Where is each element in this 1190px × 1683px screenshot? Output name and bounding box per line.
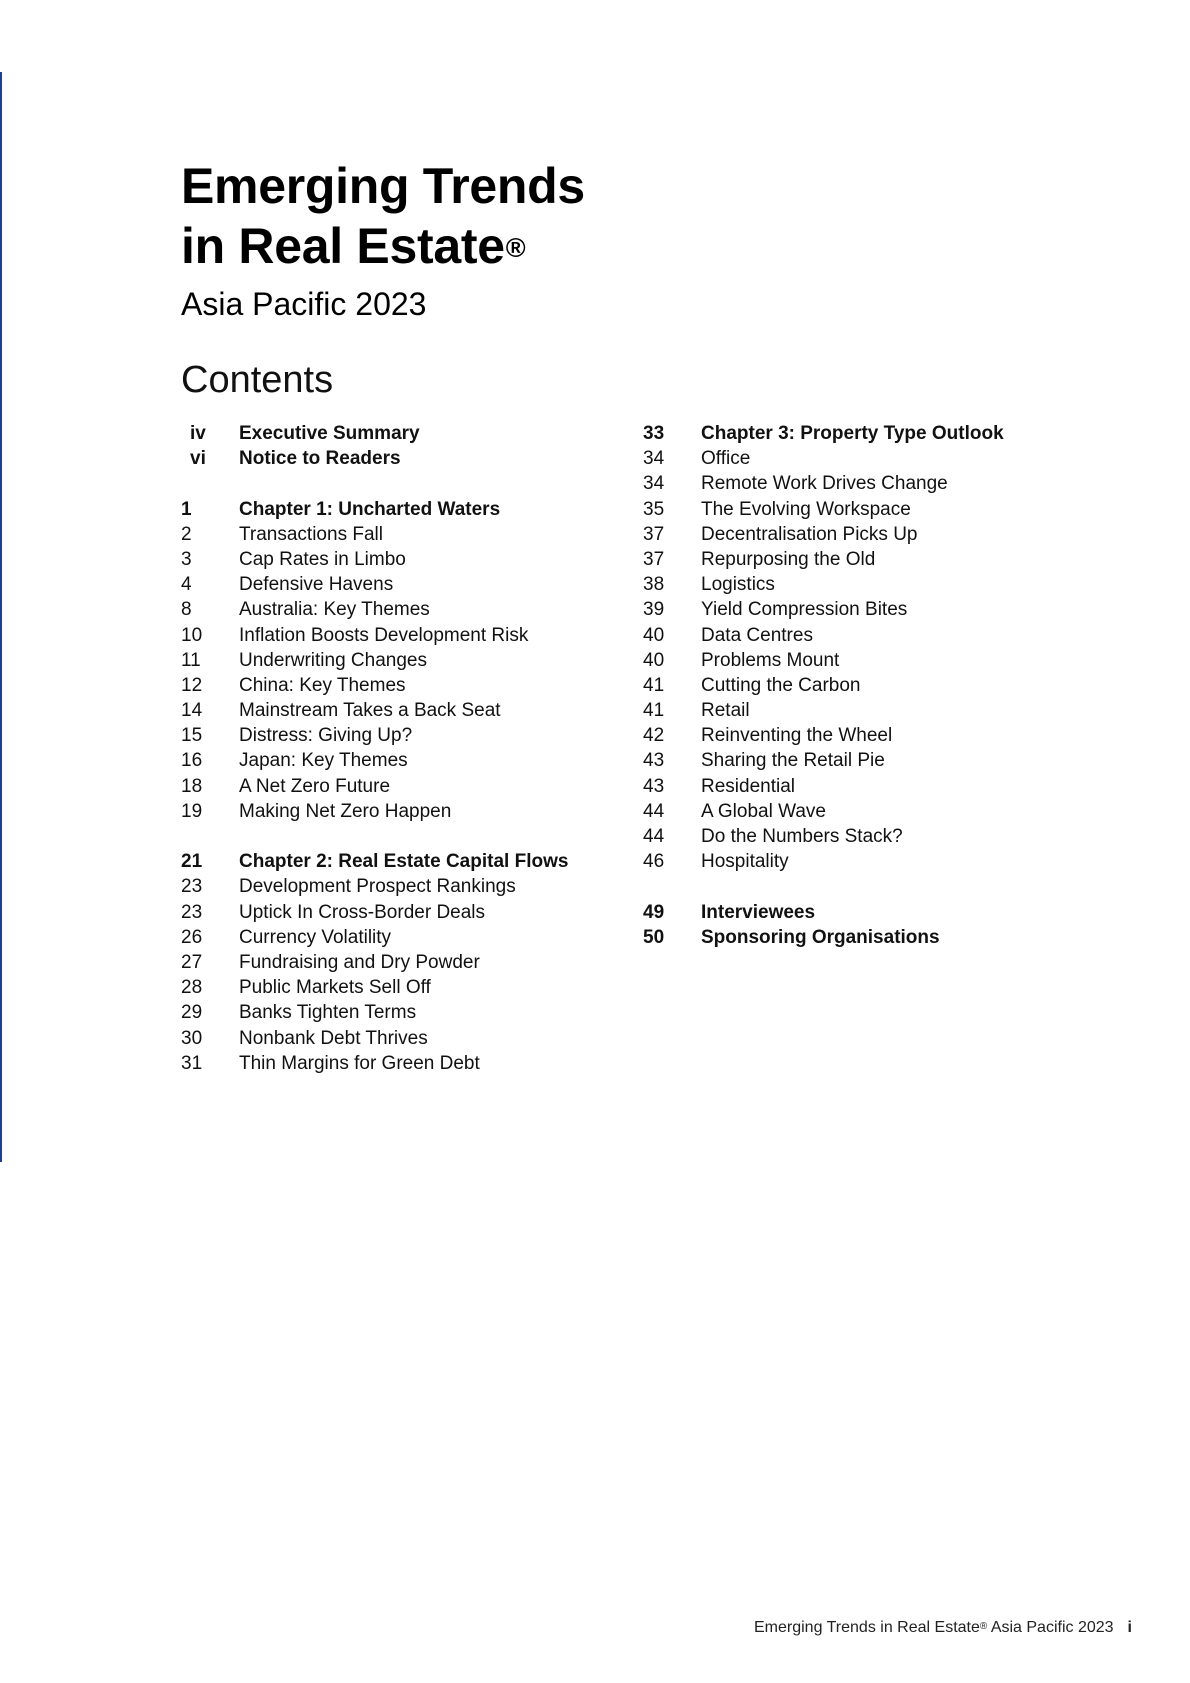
toc-chapter-entry[interactable] bbox=[643, 925, 1083, 950]
toc-page-number: 43 bbox=[643, 775, 665, 797]
toc-page-number: 41 bbox=[643, 700, 665, 722]
toc-entry-title: Making Net Zero Happen bbox=[239, 800, 452, 822]
title-block bbox=[181, 156, 585, 324]
contents-heading: Contents bbox=[181, 359, 334, 401]
toc-page-number: 18 bbox=[181, 775, 203, 797]
toc-page-number: 33 bbox=[643, 423, 665, 444]
toc-page-number: vi bbox=[190, 448, 206, 470]
toc-page-number: 44 bbox=[643, 826, 665, 847]
toc-entry[interactable] bbox=[181, 950, 621, 975]
toc-spacer bbox=[643, 874, 1083, 899]
toc-entry-title: A Global Wave bbox=[701, 800, 826, 822]
toc-page-number: 30 bbox=[181, 1027, 203, 1049]
toc-entry-title: Notice to Readers bbox=[239, 448, 401, 470]
toc-page-number: 8 bbox=[181, 599, 192, 621]
toc-entry-title: Sharing the Retail Pie bbox=[701, 750, 885, 772]
document-title-line-2-text: in Real Estate bbox=[181, 218, 505, 274]
toc-entry-title: Decentralisation Picks Up bbox=[701, 523, 918, 545]
toc-entry[interactable] bbox=[181, 748, 621, 773]
toc-entry-title: Problems Mount bbox=[701, 649, 840, 671]
toc-page-number: 37 bbox=[643, 523, 665, 545]
toc-page-number: 14 bbox=[181, 700, 203, 722]
toc-page-number: 3 bbox=[181, 548, 192, 570]
toc-page-number: 15 bbox=[181, 725, 203, 747]
toc-page-number: 2 bbox=[181, 523, 192, 545]
toc-entry[interactable] bbox=[181, 1026, 621, 1051]
toc-entry-title: Transactions Fall bbox=[239, 523, 383, 545]
toc-page-number: 26 bbox=[181, 926, 203, 948]
toc-entry[interactable] bbox=[181, 522, 621, 547]
toc-entry[interactable] bbox=[181, 975, 621, 1000]
toc-page-number: 4 bbox=[181, 574, 192, 596]
toc-page-number: 23 bbox=[181, 876, 203, 898]
toc-page-number: 31 bbox=[181, 1052, 203, 1074]
toc-page-number: 37 bbox=[643, 548, 665, 570]
toc-entry[interactable] bbox=[181, 648, 621, 673]
toc-entry-title: China: Key Themes bbox=[239, 674, 406, 696]
toc-page-number: 16 bbox=[181, 750, 203, 772]
toc-entry[interactable] bbox=[643, 698, 1083, 723]
toc-entry[interactable] bbox=[181, 698, 621, 723]
toc-chapter-entry[interactable] bbox=[181, 446, 621, 471]
toc-entry[interactable] bbox=[643, 497, 1083, 522]
toc-entry[interactable] bbox=[181, 874, 621, 899]
toc-page-number: 44 bbox=[643, 800, 665, 822]
toc-entry-title: Hospitality bbox=[701, 851, 789, 873]
toc-page-number: 46 bbox=[643, 851, 665, 873]
toc-page-number: 28 bbox=[181, 977, 203, 999]
footer-text-suffix: Asia Pacific 2023 bbox=[987, 1619, 1114, 1636]
toc-entry[interactable] bbox=[643, 648, 1083, 673]
toc-entry[interactable] bbox=[181, 623, 621, 648]
toc-chapter-entry[interactable] bbox=[181, 421, 621, 446]
toc-entry-title: Japan: Key Themes bbox=[239, 750, 408, 772]
toc-chapter-entry[interactable] bbox=[181, 497, 621, 522]
toc-entry-title: Repurposing the Old bbox=[701, 548, 876, 570]
toc-entry[interactable] bbox=[181, 597, 621, 622]
toc-entry-title: Development Prospect Rankings bbox=[239, 876, 516, 898]
toc-entry-title: Banks Tighten Terms bbox=[239, 1002, 417, 1024]
toc-entry-title: Underwriting Changes bbox=[239, 649, 427, 671]
toc-entry-title: Yield Compression Bites bbox=[701, 599, 908, 621]
toc-chapter-entry[interactable] bbox=[181, 849, 621, 874]
toc-entry-title: Chapter 2: Real Estate Capital Flows bbox=[239, 851, 569, 873]
toc-entry-title: Defensive Havens bbox=[239, 574, 394, 596]
toc-entry[interactable] bbox=[181, 572, 621, 597]
page-edge-rule bbox=[0, 72, 2, 1162]
toc-entry-title: Reinventing the Wheel bbox=[701, 725, 893, 747]
toc-page-number: 42 bbox=[643, 725, 665, 747]
toc-page-number: 10 bbox=[181, 624, 203, 646]
toc-page-number: 34 bbox=[643, 448, 665, 470]
toc-page-number: 35 bbox=[643, 498, 665, 520]
toc-right-column bbox=[643, 421, 1083, 950]
document-subtitle: Asia Pacific 2023 bbox=[181, 286, 427, 322]
toc-entry-title: Residential bbox=[701, 775, 795, 797]
toc-page-number: 29 bbox=[181, 1002, 203, 1024]
toc-entry-title: Do the Numbers Stack? bbox=[701, 826, 903, 847]
toc-entry-title: Mainstream Takes a Back Seat bbox=[239, 700, 501, 722]
toc-entry[interactable] bbox=[643, 824, 1083, 849]
toc-page-number: 43 bbox=[643, 750, 665, 772]
toc-page-number: 11 bbox=[181, 649, 201, 671]
toc-entry-title: The Evolving Workspace bbox=[701, 498, 911, 520]
toc-page-number: 40 bbox=[643, 624, 665, 646]
toc-entry[interactable] bbox=[643, 522, 1083, 547]
toc-entry[interactable] bbox=[181, 723, 621, 748]
page-number: i bbox=[1127, 1619, 1132, 1636]
toc-entry[interactable] bbox=[643, 572, 1083, 597]
toc-entry[interactable] bbox=[181, 1051, 621, 1076]
toc-page-number: iv bbox=[190, 423, 206, 444]
toc-chapter-entry[interactable] bbox=[643, 421, 1083, 446]
registered-mark: ® bbox=[505, 233, 526, 263]
toc-entry-title: Interviewees bbox=[701, 901, 816, 923]
toc-page-number: 40 bbox=[643, 649, 665, 671]
toc-entry-title: Currency Volatility bbox=[239, 926, 392, 948]
toc-entry-title: Retail bbox=[701, 700, 750, 722]
toc-entry-title: Distress: Giving Up? bbox=[239, 725, 413, 747]
toc-page-number: 41 bbox=[643, 674, 665, 696]
toc-entry-title: Public Markets Sell Off bbox=[239, 977, 431, 999]
toc-entry[interactable] bbox=[181, 900, 621, 925]
toc-spacer bbox=[181, 471, 621, 496]
toc-entry-title: Chapter 1: Uncharted Waters bbox=[239, 498, 501, 520]
toc-entry[interactable] bbox=[181, 799, 621, 824]
toc-page-number: 12 bbox=[181, 674, 203, 696]
toc-page-number: 27 bbox=[181, 951, 203, 973]
document-title-line-2 bbox=[181, 216, 585, 276]
toc-entry[interactable] bbox=[643, 446, 1083, 471]
toc-entry[interactable] bbox=[643, 673, 1083, 698]
toc-entry-title: A Net Zero Future bbox=[239, 775, 391, 797]
toc-page-number: 50 bbox=[643, 926, 665, 948]
toc-entry[interactable] bbox=[643, 849, 1083, 874]
toc-entry[interactable] bbox=[643, 623, 1083, 648]
toc-entry-title: Inflation Boosts Development Risk bbox=[239, 624, 529, 646]
toc-entry[interactable] bbox=[643, 799, 1083, 824]
toc-entry[interactable] bbox=[181, 774, 621, 799]
toc-page-number: 19 bbox=[181, 800, 203, 822]
toc-entry-title: Cutting the Carbon bbox=[701, 674, 861, 696]
toc-entry[interactable] bbox=[181, 1000, 621, 1025]
toc-chapter-entry[interactable] bbox=[643, 900, 1083, 925]
document-title-line-1: Emerging Trends bbox=[181, 158, 585, 214]
toc-entry[interactable] bbox=[643, 774, 1083, 799]
toc-entry[interactable] bbox=[643, 748, 1083, 773]
toc-entry-title: Uptick In Cross-Border Deals bbox=[239, 901, 486, 923]
toc-entry-title: Cap Rates in Limbo bbox=[239, 548, 406, 570]
footer-text: Emerging Trends in Real Estate bbox=[753, 1619, 980, 1636]
toc-page-number: 21 bbox=[181, 851, 203, 873]
toc-entry[interactable] bbox=[181, 547, 621, 572]
toc-left-column bbox=[181, 421, 621, 1076]
toc-entry-title: Logistics bbox=[701, 574, 775, 596]
toc-entry[interactable] bbox=[643, 597, 1083, 622]
toc-entry[interactable] bbox=[181, 925, 621, 950]
toc-entry[interactable] bbox=[643, 547, 1083, 572]
toc-entry-title: Executive Summary bbox=[239, 423, 420, 444]
toc-entry-title: Data Centres bbox=[701, 624, 813, 646]
toc-page-number: 34 bbox=[643, 473, 665, 495]
toc-entry-title: Chapter 3: Property Type Outlook bbox=[701, 423, 1004, 444]
toc-entry-title: Nonbank Debt Thrives bbox=[239, 1027, 428, 1049]
page-footer bbox=[754, 1618, 1132, 1638]
toc-page-number: 39 bbox=[643, 599, 665, 621]
toc-entry-title: Office bbox=[701, 448, 751, 470]
toc-page-number: 23 bbox=[181, 901, 203, 923]
toc-entry[interactable] bbox=[643, 723, 1083, 748]
toc-entry-title: Remote Work Drives Change bbox=[701, 473, 948, 495]
footer-registered-mark: ® bbox=[979, 1621, 988, 1632]
toc-entry-title: Thin Margins for Green Debt bbox=[239, 1052, 480, 1074]
toc-page-number: 38 bbox=[643, 574, 665, 596]
toc-entry[interactable] bbox=[643, 471, 1083, 496]
toc-page-number: 1 bbox=[181, 498, 192, 520]
toc-entry-title: Sponsoring Organisations bbox=[701, 926, 940, 948]
toc-page-number: 49 bbox=[643, 901, 665, 923]
toc-entry-title: Australia: Key Themes bbox=[239, 599, 430, 621]
toc-entry[interactable] bbox=[181, 673, 621, 698]
toc-entry-title: Fundraising and Dry Powder bbox=[239, 951, 480, 973]
toc-spacer bbox=[181, 824, 621, 849]
